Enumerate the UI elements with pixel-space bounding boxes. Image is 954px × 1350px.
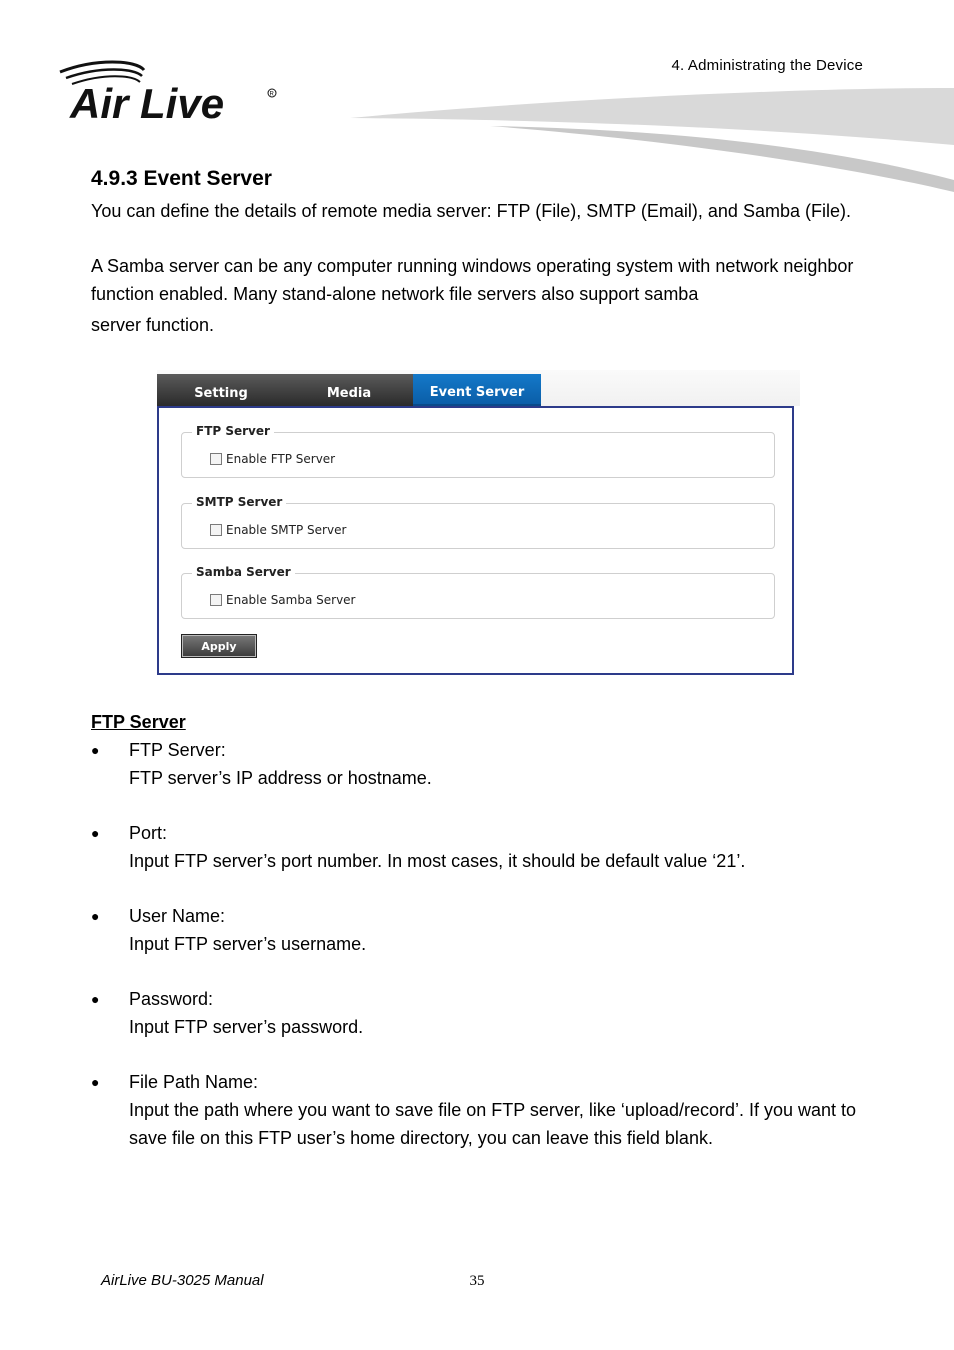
footer-manual-title: AirLive BU-3025 Manual (101, 1272, 264, 1289)
apply-button[interactable]: Apply (181, 634, 257, 658)
item-desc: Input FTP server’s password. (129, 1017, 364, 1037)
svg-text:Air Live: Air Live (70, 80, 225, 127)
enable-smtp-label: Enable SMTP Server (226, 523, 347, 537)
bullet-icon: ● (91, 1074, 100, 1090)
tab-bar (157, 370, 800, 406)
bullet-icon: ● (91, 991, 100, 1007)
ftp-server-legend: FTP Server (192, 424, 274, 438)
section-title: 4.9.3 Event Server (91, 167, 272, 190)
svg-text:R: R (269, 91, 274, 98)
enable-ftp-label: Enable FTP Server (226, 452, 336, 466)
enable-samba-label: Enable Samba Server (226, 593, 356, 607)
enable-samba-checkbox[interactable] (210, 594, 222, 606)
enable-smtp-row (210, 523, 346, 537)
samba-paragraph: A Samba server can be any computer running windows operating system with network neighbor function enabled. Many stand-alone network file servers also support samba (91, 256, 854, 304)
enable-samba-row (210, 593, 356, 607)
item-term: FTP Server: (129, 740, 226, 760)
airlive-logo (56, 60, 286, 130)
tab-setting[interactable]: Setting (157, 374, 285, 406)
bullet-icon: ● (91, 742, 100, 758)
header-swoosh (340, 80, 954, 200)
event-server-screenshot (157, 370, 800, 680)
item-desc: FTP server’s IP address or hostname. (129, 768, 432, 788)
smtp-server-legend: SMTP Server (192, 495, 286, 509)
item-term: User Name: (129, 906, 226, 926)
event-server-panel (157, 406, 794, 675)
ftp-server-heading: FTP Server (91, 712, 186, 732)
enable-smtp-checkbox[interactable] (210, 524, 222, 536)
enable-ftp-row (210, 452, 335, 466)
item-term: File Path Name: (129, 1072, 259, 1092)
page-number: 35 (469, 1273, 485, 1289)
bullet-icon: ● (91, 908, 100, 924)
samba-server-fieldset (181, 565, 775, 619)
chapter-header: 4. Administrating the Device (671, 57, 863, 74)
ftp-server-fieldset (181, 424, 775, 478)
item-desc: Input FTP server’s port number. In most cases, it should be default value ‘21’. (129, 851, 746, 871)
enable-ftp-checkbox[interactable] (210, 453, 222, 465)
item-term: Password: (129, 989, 214, 1009)
smtp-server-fieldset (181, 495, 775, 549)
item-term: Port: (129, 823, 168, 843)
item-desc: Input the path where you want to save file on FTP server, like ‘upload/record’. If you want to save file on this FTP user’s home directory, you can leave this field blank. (129, 1100, 857, 1148)
intro-paragraph: You can define the details of remote media server: FTP (File), SMTP (Email), and Samba (File). (91, 201, 851, 221)
tab-media[interactable]: Media (285, 374, 413, 406)
tab-event-server[interactable]: Event Server (413, 374, 541, 406)
samba-paragraph-end: server function. (91, 315, 215, 335)
samba-server-legend: Samba Server (192, 565, 295, 579)
bullet-icon: ● (91, 825, 100, 841)
item-desc: Input FTP server’s username. (129, 934, 367, 954)
